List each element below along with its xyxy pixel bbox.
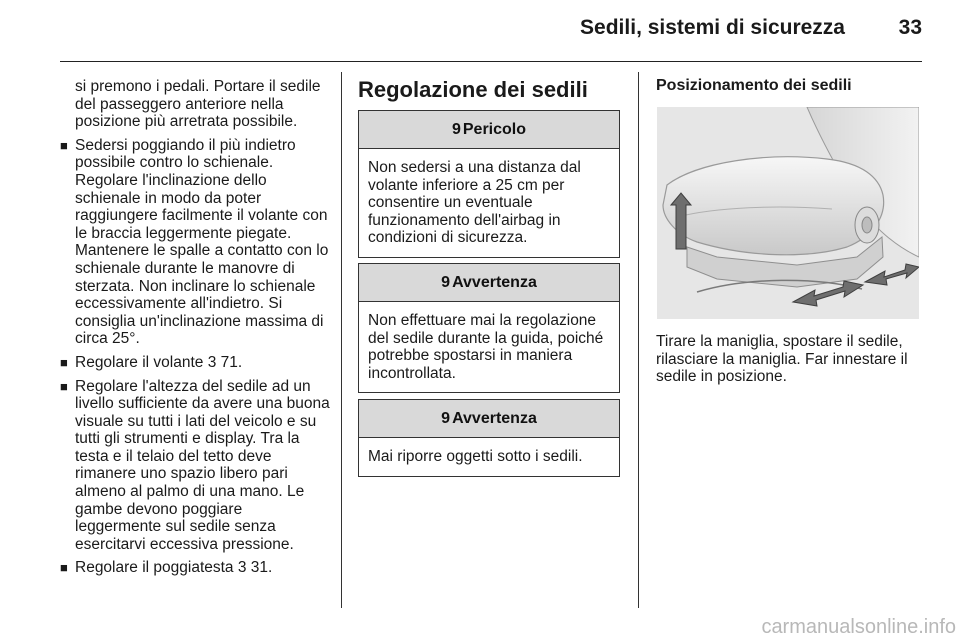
list-item <box>60 378 330 554</box>
danger-notice <box>358 110 620 258</box>
list-item <box>60 137 330 348</box>
subsection-title: Posizionamento dei sedili <box>656 77 852 94</box>
warning-notice <box>358 263 620 393</box>
section-title: Regolazione dei sedili <box>358 77 588 102</box>
running-header-title: Sedili, sistemi di sicurezza <box>580 16 845 39</box>
watermark: carmanualsonline.info <box>761 616 956 638</box>
notice-header <box>359 111 619 149</box>
list-item-text: Sedersi poggiando il più indietro possibile contro lo schienale. Regolare l'inclinazione dello schienale in modo da poter raggiungere facilmente il volante con le braccia leggermente piegate. Mantenere le spalle a contatto con lo schienale durante le manovre di sterzata. Non inclinare lo schienale eccessivamente all'indietro. Si consiglia un'inclinazione massima di circa 25°. <box>75 136 329 348</box>
notice-text: Non effettuare mai la regolazione del sedile durante la guida, poiché potrebbe spostarsi in maniera incontrollata. <box>368 312 604 382</box>
warning-triangle-icon: 9 <box>441 273 451 291</box>
list-item <box>60 354 330 372</box>
notice-label: Pericolo <box>462 120 527 138</box>
header-divider <box>60 61 922 62</box>
notice-text: Non sedersi a una distanza dal volante inferiore a 25 cm per consentire un eventuale funzionamento dell'airbag in condizioni di sicurezza. <box>368 159 581 247</box>
list-item <box>60 559 330 577</box>
list-item-text: Regolare l'altezza del sedile ad un livello sufficiente da avere una buona visuale su tutti i lati del veicolo e su tutti gli strumenti e display. Tra la testa e il telaio del tetto deve rimanere uno spazio libero pari almeno al palmo di una mano. Le gambe devono poggiare leggermente sul sedile senza esercitarvi eccessiva pressione. <box>75 377 330 553</box>
page-number: 33 <box>898 16 922 39</box>
notice-label: Avvertenza <box>452 273 537 291</box>
notice-label: Avvertenza <box>452 409 537 427</box>
warning-triangle-icon: 9 <box>441 409 451 427</box>
continued-paragraph: si premono i pedali. Portare il sedile del passeggero anteriore nella posizione più arretrata possibile. <box>75 78 321 131</box>
warning-notice <box>358 399 620 477</box>
illustration-caption: Tirare la maniglia, spostare il sedile, rilasciare la maniglia. Far innestare il sedile in posizione. <box>656 333 908 386</box>
notice-header <box>359 400 619 438</box>
bullet-square-icon: ■ <box>60 354 68 370</box>
column-divider-left <box>341 72 342 608</box>
notice-text: Mai riporre oggetti sotto i sedili. <box>368 448 583 465</box>
adjustment-knob-center <box>862 217 872 233</box>
seat-illustration-svg <box>657 107 919 319</box>
notice-header <box>359 264 619 302</box>
list-item-text: Regolare il poggiatesta 3 31. <box>75 559 273 577</box>
column-divider-right <box>638 72 639 608</box>
column-left <box>60 78 330 583</box>
bullet-square-icon: ■ <box>60 137 68 153</box>
list-item-text: Regolare il volante 3 71. <box>75 353 243 371</box>
seat-cushion <box>663 157 884 255</box>
bullet-square-icon: ■ <box>60 378 68 394</box>
seat-adjustment-illustration <box>657 107 919 319</box>
bullet-square-icon: ■ <box>60 560 68 576</box>
warning-triangle-icon: 9 <box>451 120 461 138</box>
